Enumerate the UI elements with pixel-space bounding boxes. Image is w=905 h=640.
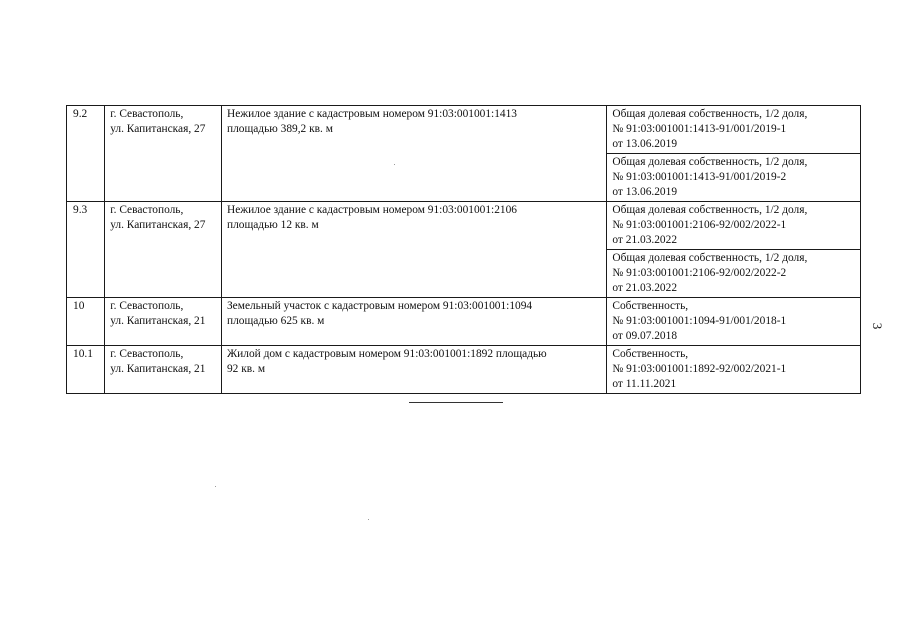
- right-line: от 09.07.2018: [612, 330, 678, 342]
- right-line: № 91:03:001001:1413-91/001/2019-1: [612, 123, 787, 135]
- right-line: № 91:03:001001:1892-92/002/2021-1: [612, 363, 787, 375]
- right-line: № 91:03:001001:2106-92/002/2022-2: [612, 267, 787, 279]
- address-cell: [105, 202, 222, 298]
- description-line: Земельный участок с кадастровым номером 91:03:001001:1094: [226, 300, 533, 312]
- description-line: Нежилое здание с кадастровым номером 91:03:001001:1413: [226, 108, 517, 120]
- description-cell: [221, 202, 606, 298]
- description-line: Жилой дом с кадастровым номером 91:03:001001:1892 площадью: [226, 348, 547, 360]
- description-cell: [221, 346, 606, 394]
- address-line: г. Севастополь,: [110, 108, 184, 120]
- address-line: г. Севастополь,: [110, 204, 184, 216]
- right-line: Собственность,: [612, 348, 689, 360]
- right-cell: [607, 106, 861, 154]
- right-cell: [607, 298, 861, 346]
- description-cell: [221, 106, 606, 202]
- right-cell: [607, 346, 861, 394]
- end-of-table-rule: [409, 402, 503, 403]
- right-line: от 11.11.2021: [612, 378, 677, 390]
- table-row: [67, 106, 861, 154]
- right-cell: [607, 250, 861, 298]
- address-line: ул. Капитанская, 27: [110, 123, 206, 135]
- right-cell: [607, 202, 861, 250]
- address-cell: [105, 106, 222, 202]
- property-table: [66, 105, 861, 394]
- address-line: г. Севастополь,: [110, 348, 184, 360]
- row-number: 9.2: [67, 106, 105, 202]
- table-row: [67, 346, 861, 394]
- description-line: Нежилое здание с кадастровым номером 91:03:001001:2106: [226, 204, 517, 216]
- scan-speck: [394, 164, 395, 165]
- row-number: 9.3: [67, 202, 105, 298]
- description-cell: [221, 298, 606, 346]
- right-line: от 21.03.2022: [612, 282, 678, 294]
- right-line: от 13.06.2019: [612, 138, 678, 150]
- right-line: № 91:03:001001:1094-91/001/2018-1: [612, 315, 787, 327]
- scan-speck: [368, 519, 369, 520]
- right-line: Общая долевая собственность, 1/2 доля,: [612, 108, 808, 120]
- description-line: площадью 389,2 кв. м: [226, 123, 333, 135]
- page-number: 3: [870, 322, 885, 330]
- right-cell: [607, 154, 861, 202]
- address-line: ул. Капитанская, 21: [110, 315, 206, 327]
- table-row: [67, 202, 861, 250]
- address-line: ул. Капитанская, 27: [110, 219, 206, 231]
- right-line: Общая долевая собственность, 1/2 доля,: [612, 204, 808, 216]
- right-line: № 91:03:001001:2106-92/002/2022-1: [612, 219, 787, 231]
- row-number: 10: [67, 298, 105, 346]
- right-line: Общая долевая собственность, 1/2 доля,: [612, 252, 808, 264]
- address-line: г. Севастополь,: [110, 300, 184, 312]
- address-cell: [105, 298, 222, 346]
- right-line: от 13.06.2019: [612, 186, 678, 198]
- table-row: [67, 298, 861, 346]
- row-number: 10.1: [67, 346, 105, 394]
- address-line: ул. Капитанская, 21: [110, 363, 206, 375]
- right-line: от 21.03.2022: [612, 234, 678, 246]
- address-cell: [105, 346, 222, 394]
- right-line: № 91:03:001001:1413-91/001/2019-2: [612, 171, 787, 183]
- right-line: Собственность,: [612, 300, 689, 312]
- description-line: 92 кв. м: [226, 363, 266, 375]
- scan-speck: [215, 486, 216, 487]
- right-line: Общая долевая собственность, 1/2 доля,: [612, 156, 808, 168]
- description-line: площадью 625 кв. м: [226, 315, 325, 327]
- description-line: площадью 12 кв. м: [226, 219, 319, 231]
